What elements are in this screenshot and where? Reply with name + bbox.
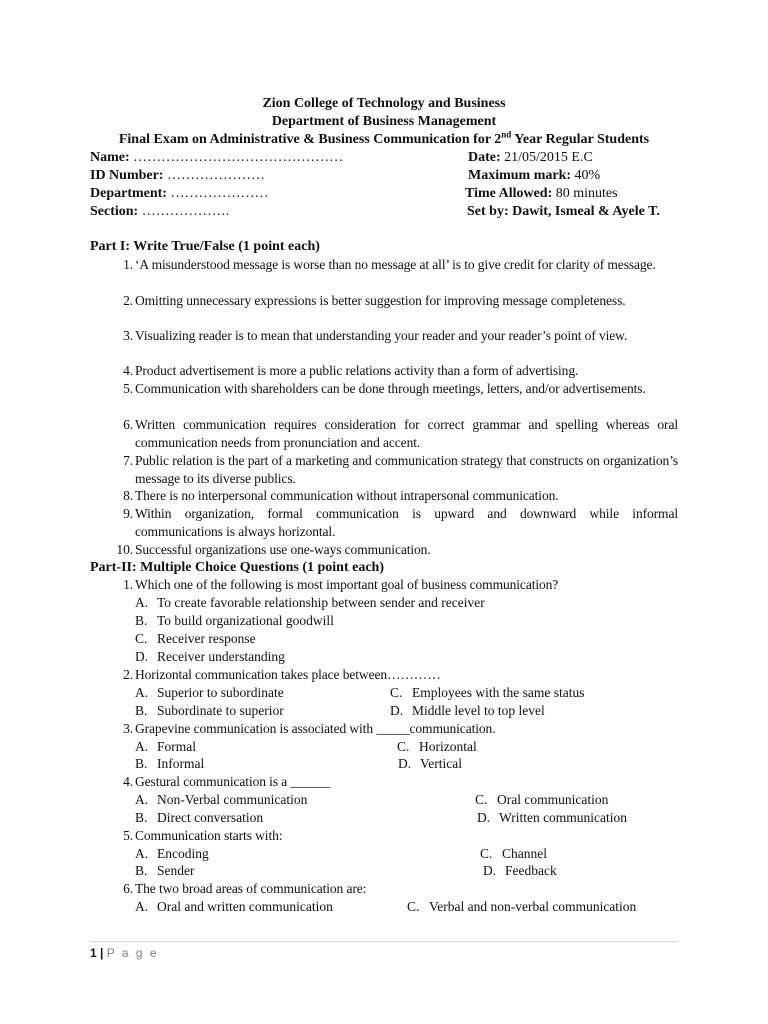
option-letter: C.: [397, 739, 410, 754]
question-number: 6.: [123, 881, 133, 896]
option-letter: D.: [398, 756, 412, 771]
section-blank: ……………….: [138, 204, 230, 219]
option: [398, 755, 462, 773]
option-text: Subordinate to superior: [157, 703, 284, 718]
name-label: Name:: [90, 150, 130, 165]
option-text: Verbal and non-verbal communication: [429, 899, 637, 914]
item-text: Public relation is the part of a marketing and communication strategy that constructs on organization’s message to its diverse publics.: [135, 453, 678, 486]
section-line: [90, 203, 229, 221]
option-text: Written communication: [499, 810, 628, 825]
max-mark-label: Maximum mark:: [468, 168, 572, 183]
option: [135, 648, 285, 666]
option-letter: A.: [135, 595, 149, 610]
option: [135, 809, 263, 827]
item-number: 10.: [116, 542, 133, 557]
option: [483, 862, 557, 880]
name-blank: ………………………………………: [129, 150, 344, 165]
item-number: 2.: [123, 293, 133, 308]
id-line: [90, 167, 265, 185]
item-number: 4.: [123, 363, 133, 378]
question-text: Gestural communication is a ______: [135, 774, 331, 789]
item-text: Visualizing reader is to mean that understanding your reader and your reader’s point of view.: [135, 328, 628, 343]
set-by-line: [467, 203, 660, 221]
option-text: Receiver response: [157, 631, 256, 646]
item-text: Written communication requires consideration for correct grammar and spelling whereas oral communication needs from pronunciation and accent.: [135, 417, 678, 450]
question-text: Communication starts with:: [135, 828, 283, 843]
option-letter: D.: [477, 810, 491, 825]
option: [390, 702, 545, 720]
option: [407, 898, 636, 916]
option-letter: B.: [135, 756, 148, 771]
set-by-label: Set by: Dawit, Ismeal & Ayele T.: [467, 204, 660, 219]
item-text: ‘A misunderstood message is worse than no message at all’ is to give credit for clarity of message.: [135, 257, 656, 272]
option-letter: B.: [135, 810, 148, 825]
option-letter: B.: [135, 703, 148, 718]
option-letter: A.: [135, 846, 149, 861]
date-label: Date:: [468, 150, 501, 165]
option-letter: D.: [135, 649, 149, 664]
item-number: 5.: [123, 381, 133, 396]
option: [135, 845, 209, 863]
option-text: Oral communication: [497, 792, 609, 807]
time-allowed-value: 80 minutes: [552, 186, 618, 201]
exam-title-tail: Year Regular Students: [511, 132, 650, 147]
item-text: Successful organizations use one-ways communication.: [135, 542, 431, 557]
option-letter: A.: [135, 792, 149, 807]
question-text: Grapevine communication is associated with _____communication.: [135, 721, 496, 736]
item-text: Product advertisement is more a public relations activity than a form of advertising.: [135, 363, 579, 378]
question-number: 4.: [123, 774, 133, 789]
option-letter: A.: [135, 685, 149, 700]
time-allowed-line: [465, 185, 618, 203]
item-text: Communication with shareholders can be done through meetings, letters, and/or advertisements.: [135, 381, 646, 396]
option: [390, 684, 584, 702]
option-letter: D.: [483, 863, 497, 878]
option-letter: C.: [475, 792, 488, 807]
option-text: Formal: [157, 739, 196, 754]
option: [135, 612, 334, 630]
item-text: Within organization, formal communication is upward and downward while informal communications is always horizontal.: [135, 506, 678, 539]
item-text: Omitting unnecessary expressions is better suggestion for improving message completeness.: [135, 293, 626, 308]
option-text: To build organizational goodwill: [157, 613, 334, 628]
option: [135, 630, 256, 648]
option: [480, 845, 547, 863]
item-number: 7.: [123, 453, 133, 468]
exam-title-sup: nd: [501, 129, 512, 140]
option-letter: C.: [407, 899, 420, 914]
question-number: 1.: [123, 577, 133, 592]
department-blank: …………………: [166, 186, 269, 201]
option: [475, 791, 608, 809]
option-text: Feedback: [505, 863, 557, 878]
question-text: The two broad areas of communication are:: [135, 881, 367, 896]
option-text: Oral and written communication: [157, 899, 333, 914]
exam-title: [0, 131, 768, 149]
department-name: Department of Business Management: [271, 114, 497, 129]
option-text: Vertical: [420, 756, 462, 771]
page-word: P a g e: [106, 946, 159, 960]
item-number: 6.: [123, 417, 133, 432]
option: [135, 755, 204, 773]
option-text: Middle level to top level: [412, 703, 545, 718]
part2-title: Part-II: Multiple Choice Questions (1 point each): [90, 560, 384, 575]
max-mark-line: [468, 167, 600, 185]
option-letter: C.: [390, 685, 403, 700]
option: [397, 738, 477, 756]
option: [135, 738, 196, 756]
max-mark-value: 40%: [571, 168, 601, 183]
date-line: [468, 149, 593, 167]
option-letter: B.: [135, 613, 148, 628]
question-number: 2.: [123, 667, 133, 682]
college-name: Zion College of Technology and Business: [262, 96, 506, 111]
name-line: [90, 149, 343, 167]
option-text: Non-Verbal communication: [157, 792, 308, 807]
option-letter: C.: [135, 631, 148, 646]
question-text: Which one of the following is most important goal of business communication?: [135, 577, 559, 592]
section-label: Section:: [90, 204, 139, 219]
item-number: 9.: [123, 506, 133, 521]
option-text: Informal: [157, 756, 205, 771]
time-allowed-label: Time Allowed:: [465, 186, 553, 201]
option-text: Channel: [502, 846, 547, 861]
option-text: Sender: [157, 863, 195, 878]
question-number: 5.: [123, 828, 133, 843]
option: [135, 898, 333, 916]
footer-divider: [90, 941, 678, 942]
option-letter: D.: [390, 703, 404, 718]
option-letter: C.: [480, 846, 493, 861]
question-text: Horizontal communication takes place between…………: [135, 667, 441, 682]
id-blank: …………………: [163, 168, 265, 183]
option: [135, 684, 284, 702]
department-line: [90, 185, 268, 203]
option: [135, 862, 195, 880]
item-number: 3.: [123, 328, 133, 343]
page-footer: [90, 944, 159, 962]
option: [135, 594, 485, 612]
option: [135, 702, 284, 720]
department-label: Department:: [90, 186, 167, 201]
part1-title: Part I: Write True/False (1 point each): [90, 239, 320, 254]
option-letter: B.: [135, 863, 148, 878]
exam-title-text: Final Exam on Administrative & Business Communication for 2: [118, 132, 502, 147]
option-text: Encoding: [157, 846, 209, 861]
option-text: Superior to subordinate: [157, 685, 284, 700]
page-number: 1: [90, 946, 97, 960]
item-number: 8.: [123, 488, 133, 503]
option-text: Direct conversation: [157, 810, 264, 825]
option-letter: A.: [135, 899, 149, 914]
option-text: Employees with the same status: [412, 685, 585, 700]
item-number: 1.: [123, 257, 133, 272]
option-text: To create favorable relationship between sender and receiver: [157, 595, 485, 610]
option: [135, 791, 307, 809]
option: [477, 809, 627, 827]
option-text: Receiver understanding: [157, 649, 285, 664]
id-label: ID Number:: [90, 168, 164, 183]
option-letter: A.: [135, 739, 149, 754]
footer-separator: |: [96, 946, 107, 960]
option-text: Horizontal: [419, 739, 477, 754]
question-number: 3.: [123, 721, 133, 736]
item-text: There is no interpersonal communication without intrapersonal communication.: [135, 488, 559, 503]
date-value: 21/05/2015 E.C: [500, 150, 593, 165]
